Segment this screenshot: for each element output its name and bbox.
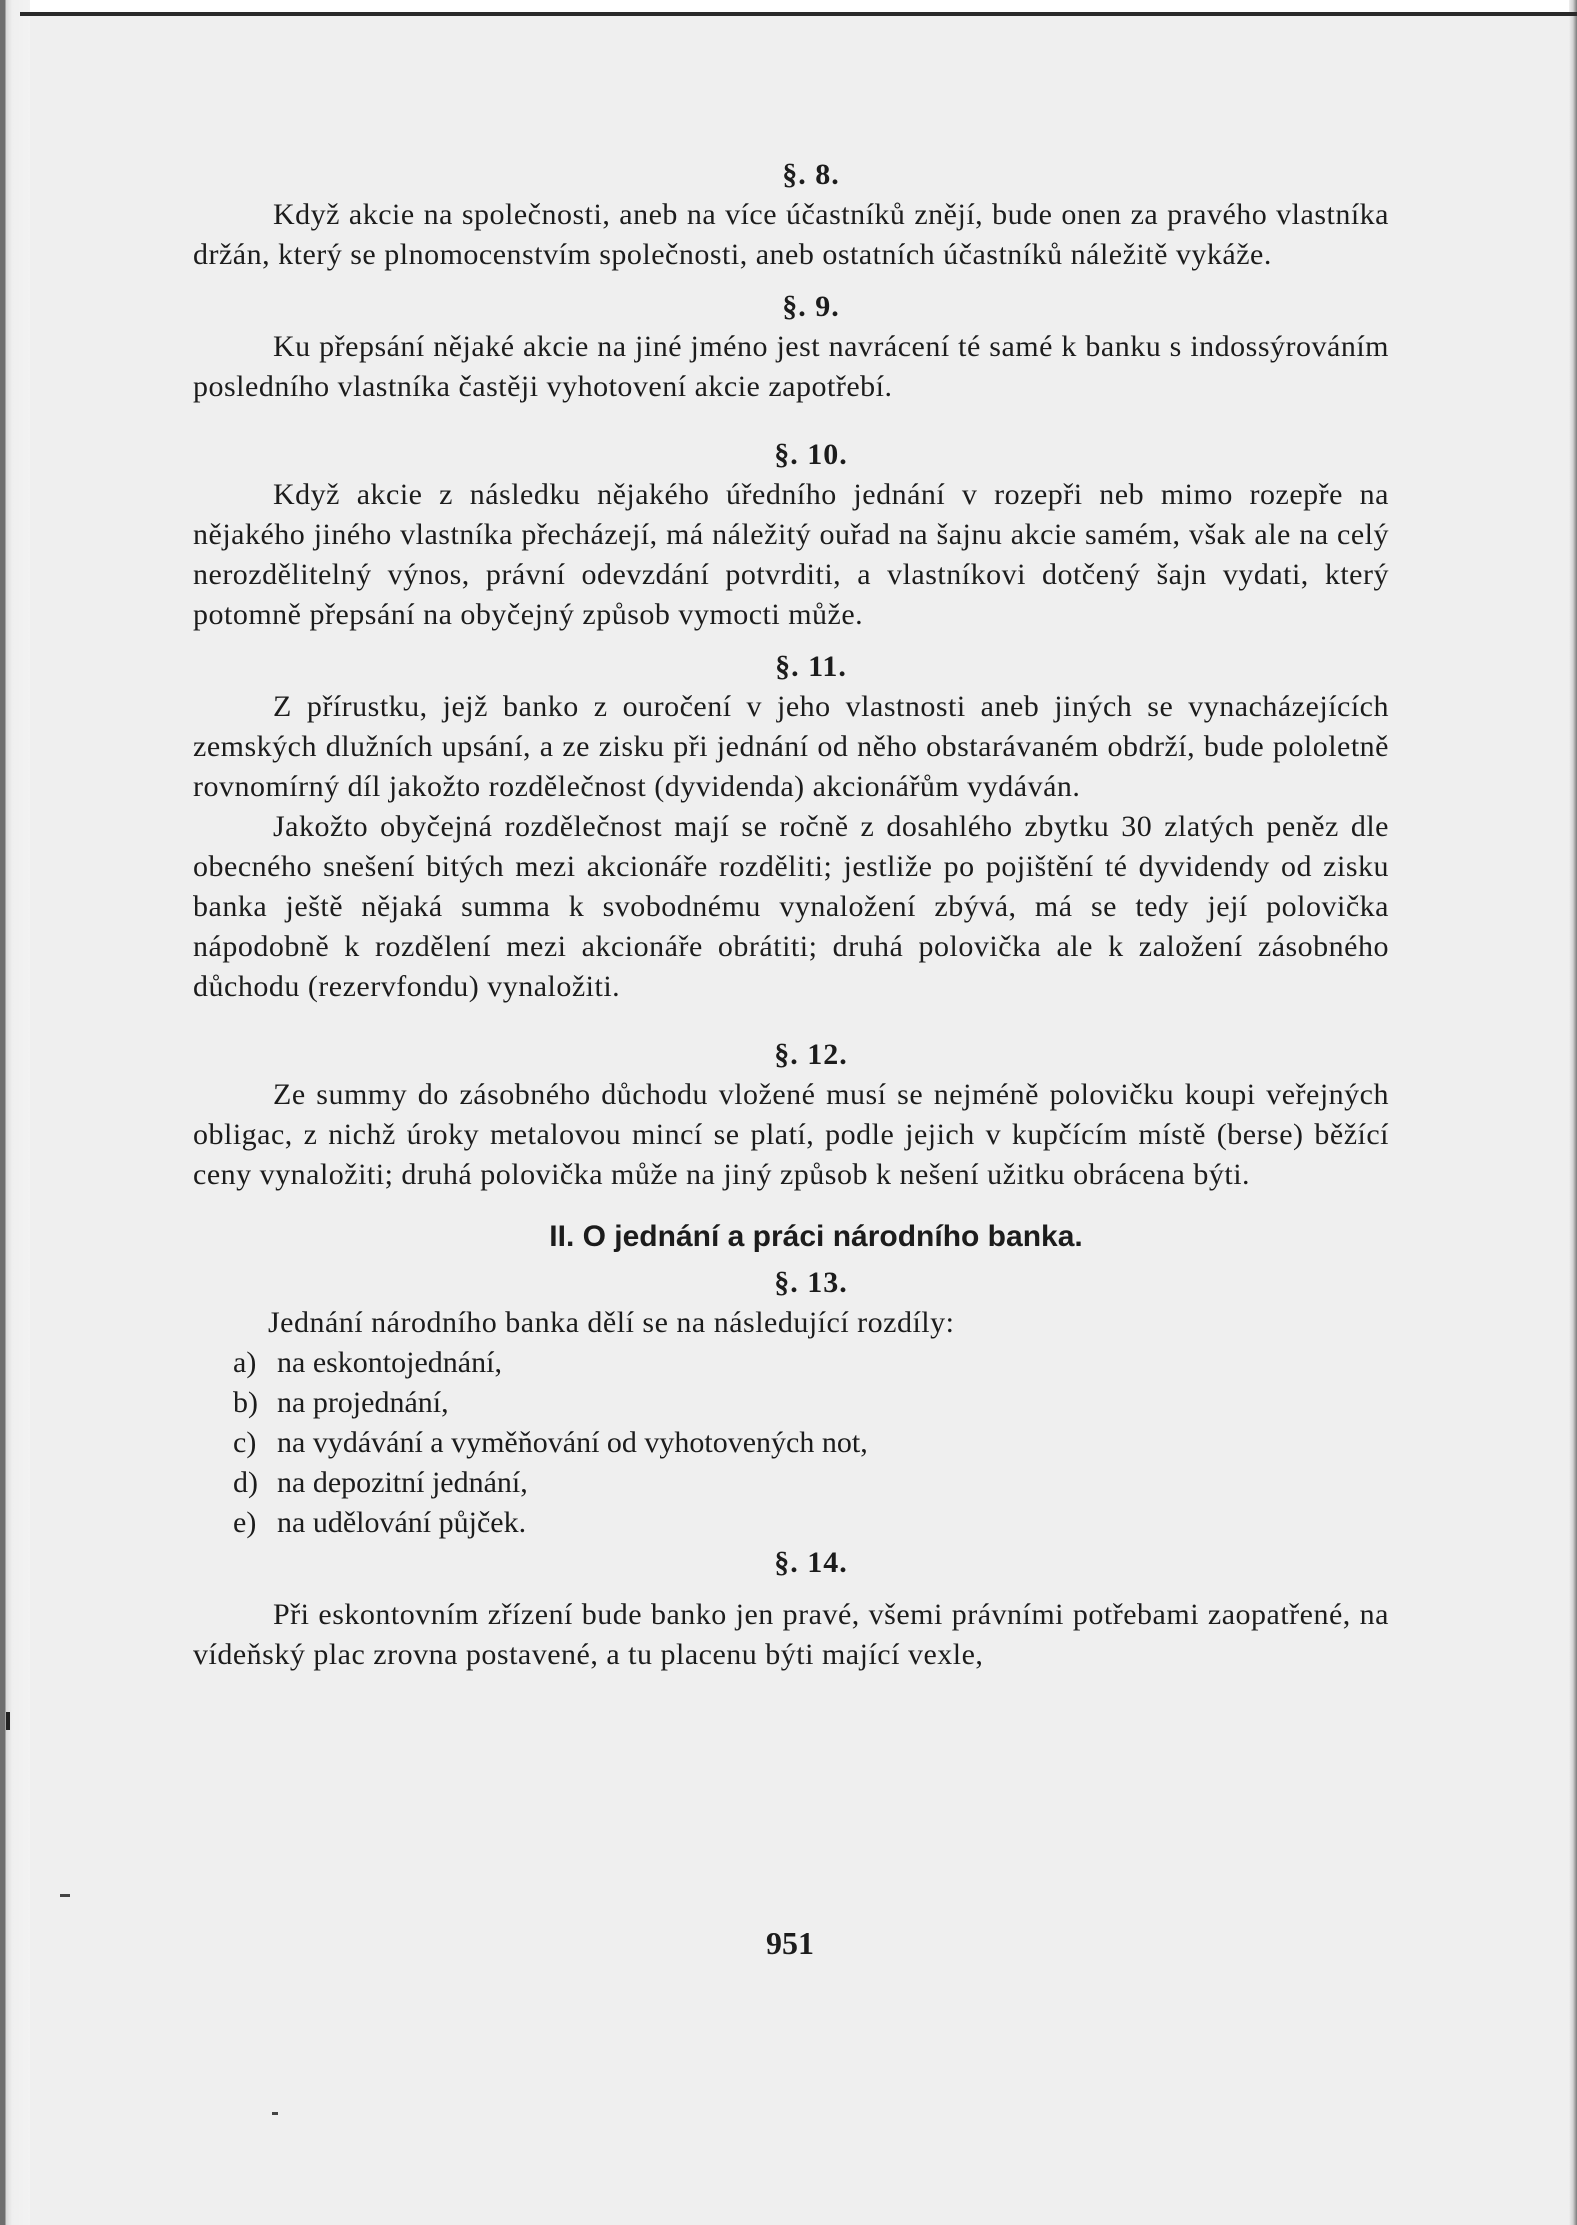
scan-right-edge xyxy=(1569,0,1577,2225)
section-intro-13: Jednání národního banka dělí se na následující rozdíly: xyxy=(268,1306,955,1339)
list-text: na depozitní jednání, xyxy=(277,1466,528,1499)
list-item xyxy=(193,1503,1389,1543)
list-letter: d) xyxy=(233,1466,258,1499)
section-text-11-b: Jakožto obyčejná rozdělečnost mají se ročně z dosahlého zbytku 30 zlatých peněz dle obecného snešení bitých mezi akcionáře rozděliti; jestliže po pojištění té dyvidendy od zisku banka ještě nějaká summa k svobodnému vynaložení zbývá, má se tedy její polovička nápodobně k rozdělení mezi akcionáře obrátiti; druhá polovička ale k založení zásobného důchodu (rezervfondu) vynaložiti. xyxy=(193,810,1389,1003)
list-letter: b) xyxy=(233,1386,258,1419)
list-text: na udělování půjček. xyxy=(277,1506,527,1539)
document-body xyxy=(193,155,1389,1675)
section-text-11-a: Z přírustku, jejž banko z ouročení v jeho vlastnosti aneb jiných se vynacházejících zemských dlužních upsání, a ze zisku při jednání od něho obstarávaném obdrží, bude pololetně rovnomírný díl jakožto rozdělečnost (dyvidenda) akcionářům vydáván. xyxy=(193,690,1389,803)
section-text-9: Ku přepsání nějaké akcie na jiné jméno jest navrácení té samé k banku s indossýrováním posledního vlastníka častěji vyhotovení akcie zapotřebí. xyxy=(193,330,1389,403)
section-text-10: Když akcie z následku nějakého úředního jednání v rozepři neb mimo rozepře na nějakého jiného vlastníka přecházejí, má náležitý ouřad na šajnu akcie samém, však ale na celý nerozdělitelný výnos, právní odevzdání potvrditi, a vlastníkovi dotčený šajn vydati, který potomně přepsání na obyčejný způsob vymocti může. xyxy=(193,478,1389,631)
section-heading-8: §. 8. xyxy=(782,158,840,191)
list-letter: c) xyxy=(233,1426,257,1459)
section-heading-14: §. 14. xyxy=(774,1546,848,1579)
scan-top-edge xyxy=(20,12,1577,16)
list-text: na projednání, xyxy=(277,1386,449,1419)
section-heading-13: §. 13. xyxy=(774,1266,848,1299)
section-heading-12: §. 12. xyxy=(774,1038,848,1071)
business-list xyxy=(193,1343,1389,1543)
list-item xyxy=(193,1463,1389,1503)
section-heading-10: §. 10. xyxy=(774,438,848,471)
section-text-14: Při eskontovním zřízení bude banko jen pravé, všemi právními potřebami zaopatřené, na vídeňský plac zrovna postavené, a tu placenu býti mající vexle, xyxy=(193,1598,1389,1671)
section-heading-11: §. 11. xyxy=(775,650,847,683)
scan-mark xyxy=(272,2112,278,2115)
list-item xyxy=(193,1383,1389,1423)
page-number: 951 xyxy=(766,1925,814,1961)
list-text: na eskontojednání, xyxy=(277,1346,502,1379)
list-letter: e) xyxy=(233,1506,257,1539)
chapter-heading: II. O jednání a práci národního banka. xyxy=(549,1220,1083,1253)
section-heading-9: §. 9. xyxy=(782,290,840,323)
scan-mark xyxy=(6,1712,10,1730)
list-item xyxy=(193,1343,1389,1383)
scan-mark xyxy=(60,1894,70,1897)
list-letter: a) xyxy=(233,1346,257,1379)
section-text-12: Ze summy do zásobného důchodu vložené musí se nejméně polovičku koupi veřejných obligac, z nichž úroky metalovou mincí se platí, podle jejich v kupčícím místě (berse) běžící ceny vynaložiti; druhá polovička může na jiný způsob k nešení užitku obrácena býti. xyxy=(193,1078,1389,1191)
section-text-8: Když akcie na společnosti, aneb na více účastníků znějí, bude onen za pravého vlastníka držán, který se plnomocenstvím společnosti, aneb ostatních účastníků náležitě vykáže. xyxy=(193,198,1389,271)
list-text: na vydávání a vyměňování od vyhotovených not, xyxy=(277,1426,868,1459)
list-item xyxy=(193,1423,1389,1463)
scan-left-edge xyxy=(0,0,30,2225)
